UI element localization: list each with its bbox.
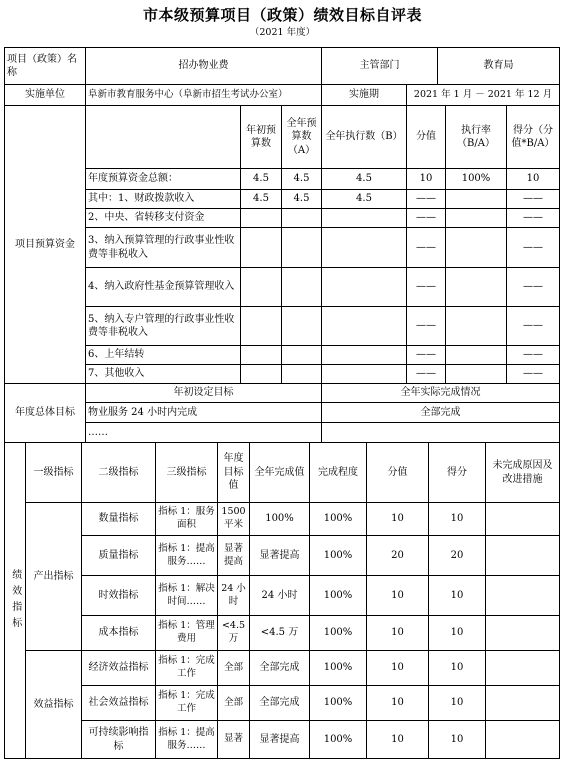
indicator-target — [218, 721, 250, 759]
indicator-level2 — [82, 651, 156, 686]
funds-header-score-text: 得分（分值*B/A） — [511, 124, 555, 149]
funds-row-label-text: 4、纳入政府性基金预算管理收入 — [88, 281, 235, 293]
funds-row-rate — [446, 190, 507, 209]
indicator-actual — [250, 576, 310, 616]
indicator-level3 — [156, 576, 218, 616]
indicator-reason — [486, 686, 560, 721]
funds-row-weight-text: —— — [416, 368, 436, 380]
dept-value-text: 教育局 — [483, 60, 514, 72]
indicator-degree-text: 100% — [323, 627, 353, 639]
unit-label — [4, 85, 86, 106]
funds-row-weight-text: —— — [416, 281, 436, 293]
indicator-degree-text: 100% — [323, 589, 353, 601]
funds-row-annual — [282, 307, 322, 346]
indicator-target-text: <4.5 万 — [221, 620, 246, 644]
dept-label-text: 主管部门 — [359, 60, 400, 72]
indicator-degree — [310, 651, 367, 686]
funds-row-score — [507, 209, 560, 228]
indicator-actual — [250, 651, 310, 686]
group-output-indicators — [26, 503, 82, 651]
indicator-score-text: 10 — [450, 662, 464, 674]
funds-row-score-text: —— — [523, 368, 543, 380]
funds-row-weight-text: —— — [416, 241, 436, 253]
funds-row-annual — [282, 228, 322, 268]
group-benefit-indicators — [26, 651, 82, 759]
funds-header-initial-text: 年初预算数 — [246, 124, 276, 149]
performance-header-weight-text: 分值 — [387, 466, 408, 478]
evaluation-table — [4, 47, 560, 767]
indicator-degree-text: 100% — [323, 733, 353, 745]
indicator-degree — [310, 503, 367, 536]
funds-row-rate — [446, 228, 507, 268]
performance-header-level2-text: 二级指标 — [98, 466, 139, 478]
funds-row-annual-text: 4.5 — [293, 193, 310, 205]
funds-row-initial — [241, 209, 282, 228]
performance-header-level3 — [156, 443, 218, 503]
indicator-level3 — [156, 536, 218, 576]
indicator-weight-text: 10 — [391, 627, 404, 639]
funds-row-rate — [446, 209, 507, 228]
performance-header-weight — [367, 443, 429, 503]
indicator-score — [429, 651, 486, 686]
indicator-reason — [486, 536, 560, 576]
indicator-level2-text: 可持续影响指标 — [88, 727, 149, 752]
performance-header-actual — [250, 443, 310, 503]
funds-row-executed — [322, 365, 407, 384]
funds-row-score-text: 10 — [526, 173, 540, 185]
funds-row-score — [507, 365, 560, 384]
indicator-score — [429, 686, 486, 721]
funds-row-executed — [322, 307, 407, 346]
indicator-target — [218, 503, 250, 536]
goals-set-value — [86, 403, 322, 423]
funds-row-score-text: —— — [523, 241, 543, 253]
goals-section-label-text: 年度总体目标 — [15, 407, 75, 419]
indicator-score-text: 20 — [450, 549, 464, 561]
funds-row-executed — [322, 209, 407, 228]
funds-header-blank — [86, 106, 241, 169]
funds-row-executed — [322, 346, 407, 365]
indicator-degree — [310, 536, 367, 576]
funds-row-weight-text: 10 — [419, 173, 433, 185]
indicator-reason — [486, 616, 560, 651]
performance-header-level1-text: 一级指标 — [33, 466, 74, 478]
funds-row-annual — [282, 346, 322, 365]
period-label — [322, 85, 407, 106]
indicator-actual-text: 全部完成 — [259, 697, 300, 709]
funds-row-score — [507, 268, 560, 307]
indicator-level3 — [156, 503, 218, 536]
indicator-weight-text: 10 — [391, 513, 404, 525]
indicator-degree — [310, 616, 367, 651]
goals-section-label — [4, 384, 86, 443]
indicator-actual — [250, 536, 310, 576]
funds-header-score-weight-text: 分值 — [416, 131, 436, 143]
funds-header-score-weight — [407, 106, 446, 169]
funds-row-label-text: 其中：1、财政拨款收入 — [88, 193, 195, 205]
funds-row-label-text: 5、纳入专户管理的行政事业性收费等非税收入 — [88, 313, 235, 338]
page-title: 市本级预算项目（政策）绩效目标自评表 — [142, 6, 422, 24]
performance-header-degree-text: 完成程度 — [318, 466, 358, 478]
funds-row-label-text: 6、上年结转 — [88, 349, 145, 361]
indicator-target-text: 全部 — [223, 661, 243, 673]
indicator-level3-text: 指标 1：完成工作 — [158, 690, 215, 714]
funds-row-label — [86, 209, 241, 228]
performance-header-reason — [486, 443, 560, 503]
project-name-value-text: 招办物业费 — [178, 60, 229, 72]
funds-row-rate — [446, 365, 507, 384]
indicator-actual — [250, 686, 310, 721]
goals-set-header — [86, 384, 322, 403]
indicator-reason — [486, 503, 560, 536]
indicator-weight — [367, 616, 429, 651]
funds-row-annual — [282, 268, 322, 307]
project-name-label — [4, 47, 86, 85]
funds-row-annual — [282, 209, 322, 228]
indicator-level2-text: 质量指标 — [98, 549, 139, 561]
funds-row-rate — [446, 169, 507, 190]
funds-row-score-text: —— — [523, 349, 543, 361]
indicator-degree-text: 100% — [323, 513, 353, 525]
funds-row-label-text: 3、纳入预算管理的行政事业性收费等非税收入 — [88, 235, 235, 260]
funds-header-initial — [241, 106, 282, 169]
performance-header-target — [218, 443, 250, 503]
indicator-weight — [367, 721, 429, 759]
group-output-indicators-text: 产出指标 — [33, 570, 74, 582]
funds-row-rate — [446, 268, 507, 307]
indicator-level3 — [156, 686, 218, 721]
indicator-degree — [310, 721, 367, 759]
funds-row-rate-text: 100% — [461, 173, 491, 185]
indicator-score — [429, 576, 486, 616]
performance-header-level2 — [82, 443, 156, 503]
indicator-degree-text: 100% — [323, 697, 353, 709]
indicator-level3 — [156, 651, 218, 686]
indicator-score-text: 10 — [450, 733, 464, 745]
funds-row-annual-text: 4.5 — [293, 173, 310, 185]
funds-row-initial — [241, 268, 282, 307]
funds-row-score-text: —— — [523, 320, 543, 332]
unit-value — [86, 85, 322, 106]
funds-row-label — [86, 268, 241, 307]
funds-header-rate — [446, 106, 507, 169]
funds-row-annual — [282, 365, 322, 384]
funds-row-initial — [241, 307, 282, 346]
funds-row-rate — [446, 307, 507, 346]
indicator-score — [429, 721, 486, 759]
indicator-target — [218, 616, 250, 651]
indicator-target-text: 24 小时 — [221, 582, 246, 607]
indicator-target-text: 显著提高 — [223, 542, 243, 567]
indicator-actual-text: <4.5 万 — [260, 627, 299, 639]
performance-header-degree — [310, 443, 367, 503]
indicator-target-text: 显著 — [223, 733, 243, 745]
funds-row-weight — [407, 307, 446, 346]
indicator-degree-text: 100% — [323, 662, 353, 674]
funds-row-weight — [407, 190, 446, 209]
performance-header-score — [429, 443, 486, 503]
indicator-level2 — [82, 616, 156, 651]
indicator-level2 — [82, 721, 156, 759]
indicator-level3-text: 指标 1：解决时间…… — [158, 582, 215, 607]
funds-section-label-text: 项目预算资金 — [15, 238, 75, 250]
goals-ellipsis — [86, 423, 322, 443]
dept-value — [438, 47, 560, 85]
performance-section-label — [4, 443, 26, 759]
indicator-target — [218, 536, 250, 576]
indicator-degree-text: 100% — [323, 549, 353, 561]
funds-header-rate-text: 执行率（B/A） — [457, 124, 495, 149]
funds-row-label-text: 7、其他收入 — [88, 368, 145, 380]
indicator-target-text: 1500 平米 — [221, 506, 246, 530]
indicator-actual-text: 显著提高 — [259, 549, 300, 561]
period-label-text: 实施期 — [349, 89, 379, 101]
group-benefit-indicators-text: 效益指标 — [33, 698, 74, 710]
indicator-reason — [486, 651, 560, 686]
indicator-actual-text: 全部完成 — [259, 662, 300, 674]
indicator-level3-text: 指标 1：管理费用 — [158, 620, 215, 644]
indicator-weight — [367, 686, 429, 721]
dept-label — [322, 47, 438, 85]
funds-row-label — [86, 307, 241, 346]
funds-row-score-text: —— — [523, 212, 543, 224]
indicator-score — [429, 503, 486, 536]
funds-row-initial-text: 4.5 — [253, 173, 269, 185]
indicator-score — [429, 536, 486, 576]
funds-row-label — [86, 190, 241, 209]
indicator-level2 — [82, 503, 156, 536]
indicator-weight-text: 20 — [391, 549, 404, 561]
project-name-value — [86, 47, 322, 85]
indicator-score-text: 10 — [450, 589, 464, 601]
funds-row-score-text: —— — [523, 193, 543, 205]
funds-row-annual — [282, 169, 322, 190]
goals-actual-header — [322, 384, 560, 403]
indicator-level2-text: 经济效益指标 — [88, 662, 149, 674]
indicator-target — [218, 576, 250, 616]
funds-row-score — [507, 169, 560, 190]
funds-header-executed — [322, 106, 407, 169]
funds-row-weight — [407, 228, 446, 268]
performance-header-actual-text: 全年完成值 — [254, 466, 305, 478]
funds-row-score-text: —— — [523, 281, 543, 293]
funds-row-initial — [241, 190, 282, 209]
funds-row-annual — [282, 190, 322, 209]
indicator-score-text: 10 — [450, 697, 464, 709]
funds-row-initial — [241, 365, 282, 384]
indicator-score — [429, 616, 486, 651]
funds-row-score — [507, 307, 560, 346]
indicator-target-text: 全部 — [223, 696, 243, 708]
funds-row-weight — [407, 346, 446, 365]
funds-row-score — [507, 190, 560, 209]
performance-header-reason-text: 未完成原因及改进措施 — [492, 460, 553, 485]
goals-ellipsis-text: …… — [88, 426, 108, 438]
indicator-degree — [310, 686, 367, 721]
funds-row-label — [86, 228, 241, 268]
funds-header-executed-text: 全年执行数（B） — [325, 131, 403, 143]
funds-row-weight — [407, 268, 446, 307]
indicator-actual-text: 24 小时 — [261, 589, 298, 601]
goals-set-value-text: 物业服务 24 小时内完成 — [88, 406, 198, 418]
unit-label-text: 实施单位 — [25, 89, 65, 101]
funds-row-executed — [322, 268, 407, 307]
indicator-level3-text: 指标 1：服务面积 — [158, 506, 215, 530]
indicator-level2 — [82, 686, 156, 721]
indicator-level2 — [82, 576, 156, 616]
funds-row-score — [507, 346, 560, 365]
indicator-reason — [486, 576, 560, 616]
funds-row-label-text: 2、中央、省转移支付资金 — [88, 212, 205, 224]
funds-row-executed-text: 4.5 — [356, 173, 372, 185]
funds-header-annual-text: 全年预算数（A） — [286, 117, 317, 156]
funds-row-executed — [322, 190, 407, 209]
indicator-weight-text: 10 — [391, 733, 404, 745]
performance-header-target-text: 年度目标值 — [223, 453, 244, 492]
funds-row-weight — [407, 209, 446, 228]
indicator-weight — [367, 503, 429, 536]
funds-header-score — [507, 106, 560, 169]
indicator-level3-text: 指标 1：完成工作 — [158, 655, 215, 679]
performance-header-score-text: 得分 — [447, 466, 467, 478]
indicator-level3-text: 指标 1：提高服务…… — [158, 726, 215, 751]
funds-row-weight — [407, 169, 446, 190]
performance-header-level1 — [26, 443, 82, 503]
funds-row-initial-text: 4.5 — [253, 193, 269, 205]
funds-row-weight-text: —— — [416, 320, 436, 332]
goals-actual-header-text: 全年实际完成情况 — [400, 387, 481, 399]
indicator-level3 — [156, 616, 218, 651]
indicator-weight — [367, 536, 429, 576]
funds-row-label — [86, 346, 241, 365]
goals-actual-value — [322, 403, 560, 423]
goals-actual-value-text: 全部完成 — [420, 406, 461, 418]
funds-row-weight-text: —— — [416, 193, 436, 205]
indicator-weight-text: 10 — [391, 589, 404, 601]
indicator-actual — [250, 721, 310, 759]
indicator-weight — [367, 651, 429, 686]
indicator-weight-text: 10 — [391, 662, 404, 674]
page-subtitle: （2021 年度） — [249, 27, 316, 38]
funds-row-initial — [241, 169, 282, 190]
period-value-text: 2021 年 1 月 － 2021 年 12 月 — [413, 88, 553, 100]
indicator-actual — [250, 616, 310, 651]
indicator-level2-text: 成本指标 — [98, 627, 139, 639]
funds-section-label — [4, 106, 86, 384]
indicator-weight — [367, 576, 429, 616]
funds-row-weight-text: —— — [416, 349, 436, 361]
performance-section-label-text: 绩效指标 — [9, 568, 21, 633]
indicator-score-text: 10 — [450, 627, 464, 639]
unit-value-text: 阜新市教育服务中心（阜新市招生考试办公室） — [88, 88, 288, 100]
indicator-actual-text: 100% — [265, 513, 294, 525]
indicator-weight-text: 10 — [391, 697, 404, 709]
goals-empty — [322, 423, 560, 443]
indicator-level2 — [82, 536, 156, 576]
indicator-target — [218, 686, 250, 721]
funds-row-executed-text: 4.5 — [356, 193, 372, 205]
indicator-score-text: 10 — [450, 513, 464, 525]
funds-row-label — [86, 365, 241, 384]
indicator-target — [218, 651, 250, 686]
indicator-level2-text: 社会效益指标 — [88, 697, 149, 709]
funds-row-initial — [241, 228, 282, 268]
indicator-level3-text: 指标 1：提高服务…… — [158, 542, 215, 567]
funds-row-executed — [322, 169, 407, 190]
project-name-label-text: 项目（政策）名称 — [7, 53, 77, 78]
funds-row-label-text: 年度预算资金总额： — [88, 173, 178, 185]
funds-row-label — [86, 169, 241, 190]
indicator-actual-text: 显著提高 — [259, 733, 300, 745]
period-value — [407, 85, 560, 106]
funds-row-weight — [407, 365, 446, 384]
performance-header-level3-text: 三级指标 — [166, 466, 207, 478]
funds-row-initial — [241, 346, 282, 365]
funds-row-weight-text: —— — [416, 212, 436, 224]
funds-row-score — [507, 228, 560, 268]
indicator-degree — [310, 576, 367, 616]
indicator-level2-text: 数量指标 — [98, 513, 139, 525]
funds-row-executed — [322, 228, 407, 268]
indicator-reason — [486, 721, 560, 759]
indicator-actual — [250, 503, 310, 536]
indicator-level2-text: 时效指标 — [98, 589, 139, 601]
funds-header-annual — [282, 106, 322, 169]
indicator-level3 — [156, 721, 218, 759]
funds-row-rate — [446, 346, 507, 365]
goals-set-header-text: 年初设定目标 — [173, 387, 234, 399]
